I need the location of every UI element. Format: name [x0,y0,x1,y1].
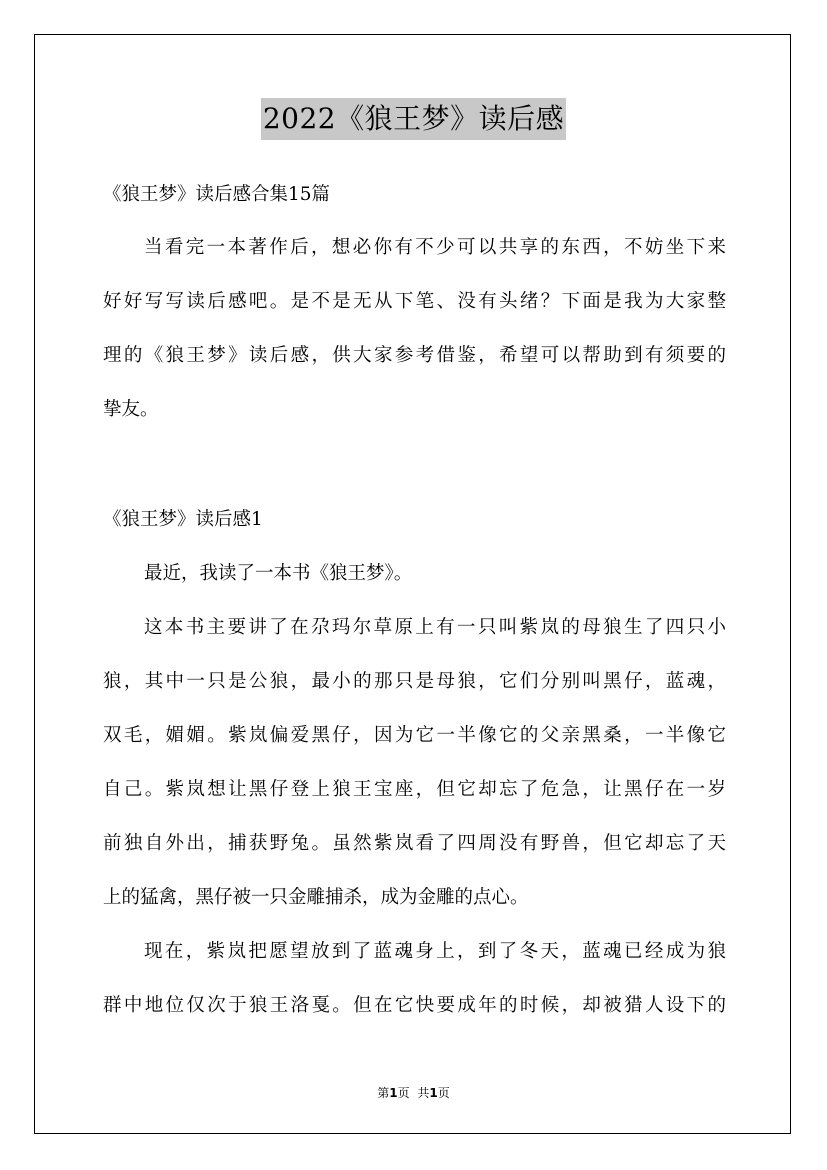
section-heading: 《狼王梦》读后感1 [103,509,263,530]
intro-line: 当看完一本著作后，想必你有不少可以共享的东西，不妨坐下来 [144,237,726,258]
page-footer [0,1084,827,1101]
intro-line: 理的《狼王梦》读后感，供大家参考借鉴，希望可以帮助到有须要的 [103,345,726,366]
total-prefix: 共 [417,1086,430,1100]
paragraph-line: 群中地位仅次于狼王洛戛。但在它快要成年的时候，却被猎人设下的 [103,995,726,1016]
intro-line: 好好写写读后感吧。是不是无从下笔、没有头绪？下面是我为大家整 [103,291,726,312]
paragraph-line: 上的猛禽，黑仔被一只金雕捕杀，成为金雕的点心。 [103,887,529,908]
document-title: 2022《狼王梦》读后感 [261,98,566,140]
total-pages: 1 [429,1086,438,1100]
paragraph-line: 前独自外出，捕获野兔。虽然紫岚看了四周没有野兽，但它却忘了天 [103,833,726,854]
paragraph-line: 狼，其中一只是公狼，最小的那只是母狼，它们分别叫黑仔，蓝魂， [103,671,726,692]
page-suffix: 页 [397,1086,410,1100]
total-suffix: 页 [437,1086,450,1100]
paragraph-line: 这本书主要讲了在尕玛尔草原上有一只叫紫岚的母狼生了四只小 [144,617,726,638]
subtitle: 《狼王梦》读后感合集15篇 [103,184,331,205]
paragraph-line: 自己。紫岚想让黑仔登上狼王宝座，但它却忘了危急，让黑仔在一岁 [103,779,726,800]
paragraph-line: 最近，我读了一本书《狼王梦》。 [144,563,413,584]
paragraph-line: 双毛，媚媚。紫岚偏爱黑仔，因为它一半像它的父亲黑桑，一半像它 [103,725,726,746]
paragraph-line: 现在，紫岚把愿望放到了蓝魂身上，到了冬天，蓝魂已经成为狼 [144,941,726,962]
intro-line: 挚友。 [103,399,159,420]
title-container [0,98,827,140]
page-number: 1 [389,1086,398,1100]
page-prefix: 第 [377,1086,390,1100]
